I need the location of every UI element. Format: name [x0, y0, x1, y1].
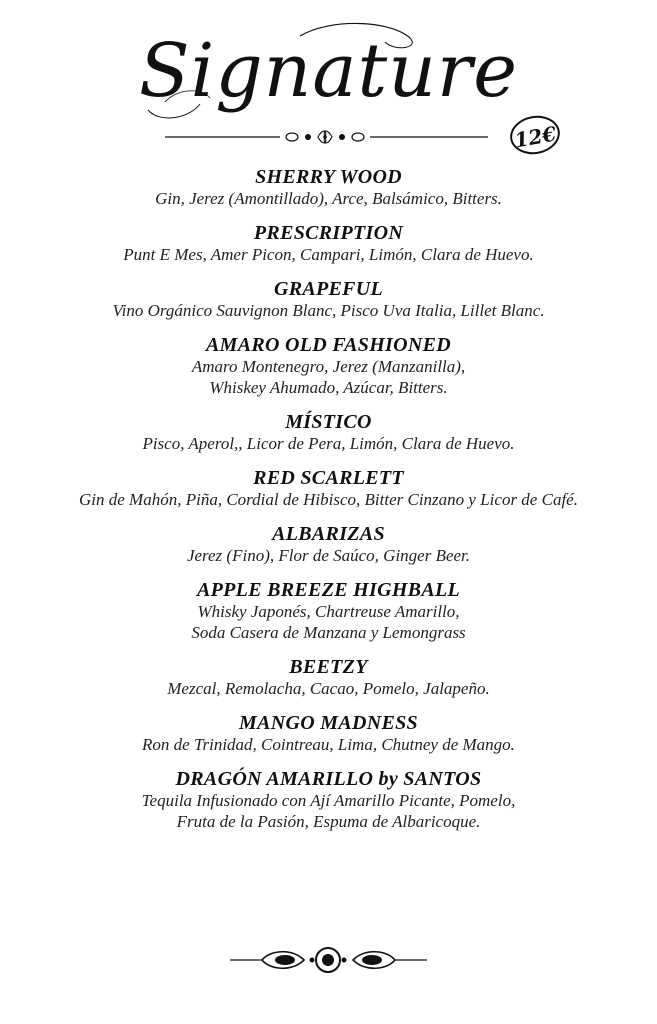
cocktail-name: BEETZY	[289, 656, 368, 678]
cocktail-item	[0, 222, 657, 265]
cocktail-ingredients: Vino Orgánico Sauvignon Blanc, Pisco Uva Italia, Lillet Blanc.	[112, 301, 545, 320]
cocktail-ingredients: Gin, Jerez (Amontillado), Arce, Balsámico, Bitters.	[155, 189, 502, 208]
cocktail-list	[0, 166, 657, 845]
cocktail-name: APPLE BREEZE HIGHBALL	[197, 579, 460, 601]
cocktail-ingredients: Pisco, Aperol,, Licor de Pera, Limón, Clara de Huevo.	[142, 434, 515, 453]
cocktail-item	[0, 278, 657, 321]
bottom-divider-ornament-icon	[0, 940, 657, 980]
cocktail-item	[0, 656, 657, 699]
cocktail-item	[0, 712, 657, 755]
cocktail-item	[0, 411, 657, 454]
cocktail-name: DRAGÓN AMARILLO by SANTOS	[175, 768, 482, 790]
cocktail-name: AMARO OLD FASHIONED	[205, 334, 452, 356]
cocktail-ingredients: Mezcal, Remolacha, Cacao, Pomelo, Jalapeño.	[167, 679, 490, 698]
cocktail-ingredients: Ron de Trinidad, Cointreau, Lima, Chutney de Mango.	[142, 735, 515, 754]
cocktail-ingredients: Whisky Japonés, Chartreuse Amarillo, Soda Casera de Manzana y Lemongrass	[191, 602, 466, 642]
cocktail-name: RED SCARLETT	[253, 467, 404, 489]
cocktail-item	[0, 768, 657, 832]
cocktail-name: SHERRY WOOD	[255, 166, 402, 188]
cocktail-name: PRESCRIPTION	[253, 222, 404, 244]
cocktail-name: MANGO MADNESS	[239, 712, 418, 734]
cocktail-item	[0, 579, 657, 643]
cocktail-item	[0, 334, 657, 398]
cocktail-name: ALBARIZAS	[272, 523, 385, 545]
cocktail-ingredients: Gin de Mahón, Piña, Cordial de Hibisco, Bitter Cinzano y Licor de Café.	[79, 490, 578, 509]
page-title: Signature	[138, 28, 519, 114]
cocktail-name: GRAPEFUL	[273, 278, 384, 300]
price-badge: 12€	[507, 112, 563, 158]
cocktail-item	[0, 166, 657, 209]
menu-header	[0, 0, 657, 153]
cocktail-name: MÍSTICO	[285, 411, 372, 433]
cocktail-ingredients: Punt E Mes, Amer Picon, Campari, Limón, Clara de Huevo.	[123, 245, 534, 264]
cocktail-ingredients: Amaro Montenegro, Jerez (Manzanilla), Whiskey Ahumado, Azúcar, Bitters.	[191, 357, 466, 397]
cocktail-item	[0, 467, 657, 510]
cocktail-ingredients: Jerez (Fino), Flor de Saúco, Ginger Beer.	[186, 546, 471, 565]
cocktail-item	[0, 523, 657, 566]
cocktail-ingredients: Tequila Infusionado con Ají Amarillo Picante, Pomelo, Fruta de la Pasión, Espuma de Albaricoque.	[141, 791, 516, 831]
